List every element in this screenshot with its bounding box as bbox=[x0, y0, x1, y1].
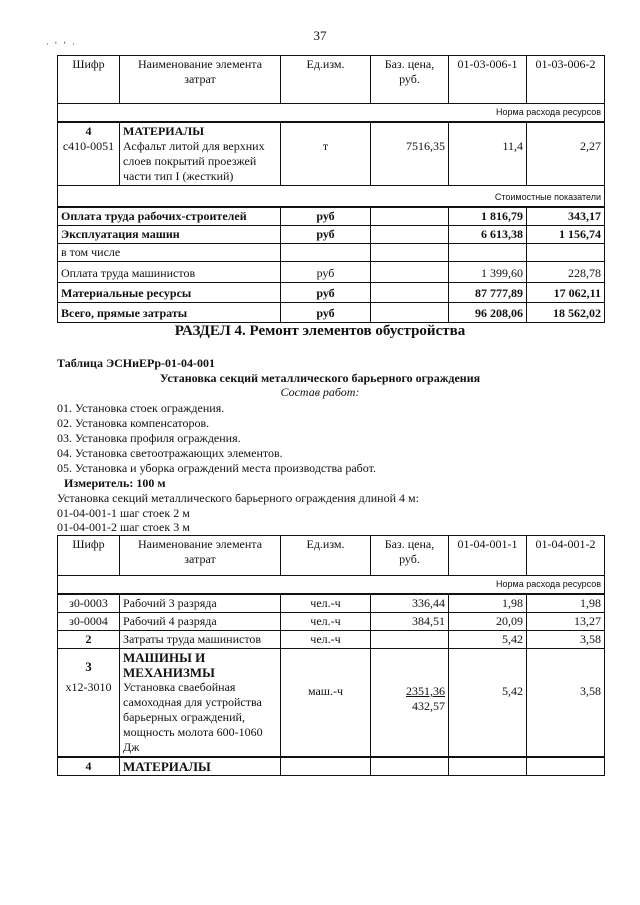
cost-value-2: 1 156,74 bbox=[527, 226, 605, 244]
row-value-2: 3,58 bbox=[527, 631, 605, 649]
cost-unit: руб bbox=[281, 303, 371, 323]
cost-name: Оплата труда машинистов bbox=[58, 262, 281, 283]
meter-label: Измеритель: 100 м bbox=[64, 476, 166, 490]
material-price: 7516,35 bbox=[406, 139, 445, 153]
row-price: 336,44 bbox=[371, 594, 449, 613]
band-cost: Стоимостные показатели bbox=[58, 186, 605, 208]
row-head: МАТЕРИАЛЫ bbox=[120, 757, 281, 776]
work-item: 01. Установка стоек ограждения. bbox=[57, 401, 225, 415]
resource-table-2 bbox=[57, 535, 605, 776]
table-row bbox=[58, 757, 605, 776]
row-name: Рабочий 4 разряда bbox=[120, 613, 281, 631]
cost-row bbox=[58, 244, 605, 262]
row-value-2: 3,58 bbox=[580, 684, 601, 698]
band-row bbox=[58, 186, 605, 208]
row-value-2: 1,98 bbox=[527, 594, 605, 613]
cost-unit: руб bbox=[281, 207, 371, 226]
cost-name: Эксплуатация машин bbox=[58, 226, 281, 244]
variant-item: 01-04-001-2 шаг стоек 3 м bbox=[57, 520, 190, 534]
row-code: з0-0004 bbox=[58, 613, 120, 631]
header-price: Баз. цена, руб. bbox=[371, 536, 449, 576]
header-code: Шифр bbox=[58, 56, 120, 104]
row-price-secondary: 432,57 bbox=[412, 699, 445, 713]
material-name: Асфальт литой для верхних слоев покрытий проезжей части тип I (жесткий) bbox=[123, 139, 265, 183]
cost-value-2: 228,78 bbox=[527, 262, 605, 283]
row-value-2: 13,27 bbox=[527, 613, 605, 631]
work-item: 04. Установка светоотражающих элементов. bbox=[57, 446, 283, 460]
row-code: х12-3010 bbox=[65, 680, 112, 694]
row-name: Установка сваебойная самоходная для устройства барьерных ограждений, мощность молота 600-1060 Дж bbox=[123, 680, 263, 754]
table-row bbox=[58, 613, 605, 631]
header-code: Шифр bbox=[58, 536, 120, 576]
row-number: 4 bbox=[58, 757, 120, 776]
header-col2: 01-03-006-2 bbox=[527, 56, 605, 104]
table-row bbox=[58, 631, 605, 649]
cost-unit: руб bbox=[281, 262, 371, 283]
meter-description: Установка секций металлического барьерного ограждения длиной 4 м: bbox=[57, 491, 419, 505]
row-unit: чел.-ч bbox=[281, 631, 371, 649]
cost-name: Всего, прямые затраты bbox=[58, 303, 281, 323]
work-item: 02. Установка компенсаторов. bbox=[57, 416, 210, 430]
row-price: 384,51 bbox=[371, 613, 449, 631]
cost-row bbox=[58, 303, 605, 323]
header-col1: 01-03-006-1 bbox=[449, 56, 527, 104]
table-row bbox=[58, 649, 605, 758]
cost-value-1 bbox=[449, 244, 527, 262]
row-value-1: 20,09 bbox=[449, 613, 527, 631]
row-name: Затраты труда машинистов bbox=[120, 631, 281, 649]
scan-marks: · ʻ ʻ · bbox=[46, 40, 77, 49]
cost-value-1: 6 613,38 bbox=[449, 226, 527, 244]
cost-value-2: 343,17 bbox=[527, 207, 605, 226]
material-value-2: 2,27 bbox=[580, 139, 601, 153]
table-row bbox=[58, 122, 605, 186]
cost-row bbox=[58, 207, 605, 226]
row-value-1: 5,42 bbox=[449, 631, 527, 649]
cost-value-1: 1 816,79 bbox=[449, 207, 527, 226]
cost-value-1: 1 399,60 bbox=[449, 262, 527, 283]
work-item: 05. Установка и уборка ограждений места производства работ. bbox=[57, 461, 376, 475]
row-number: 3 bbox=[85, 659, 92, 674]
table-subtitle: Установка секций металлического барьерного ограждения bbox=[159, 371, 481, 385]
page-number: 37 bbox=[313, 28, 327, 43]
cost-name: Оплата труда рабочих-строителей bbox=[58, 207, 281, 226]
header-name: Наименование элемента затрат bbox=[120, 56, 281, 104]
cost-value-1: 96 208,06 bbox=[449, 303, 527, 323]
cost-row bbox=[58, 283, 605, 303]
work-item: 03. Установка профиля ограждения. bbox=[57, 431, 241, 445]
cost-row bbox=[58, 262, 605, 283]
cost-unit: руб bbox=[281, 283, 371, 303]
cost-name: Материальные ресурсы bbox=[58, 283, 281, 303]
cost-value-2 bbox=[527, 244, 605, 262]
header-unit: Ед.изм. bbox=[281, 56, 371, 104]
composition-title: Состав работ: bbox=[280, 385, 360, 399]
row-name: Рабочий 3 разряда bbox=[120, 594, 281, 613]
row-unit: чел.-ч bbox=[281, 594, 371, 613]
header-price: Баз. цена, руб. bbox=[371, 56, 449, 104]
resource-table-1 bbox=[57, 55, 605, 323]
table-name: Таблица ЭСНиЕРр-01-04-001 bbox=[57, 356, 216, 370]
material-unit: т bbox=[322, 139, 329, 153]
band-row bbox=[58, 576, 605, 595]
header-unit: Ед.изм. bbox=[281, 536, 371, 576]
row-unit: чел.-ч bbox=[281, 613, 371, 631]
row-value-1: 1,98 bbox=[449, 594, 527, 613]
band-row bbox=[58, 104, 605, 123]
band-norma: Норма расхода ресурсов bbox=[58, 104, 605, 123]
cost-name: в том числе bbox=[58, 244, 281, 262]
row-number: 2 bbox=[58, 631, 120, 649]
cost-value-2: 17 062,11 bbox=[527, 283, 605, 303]
cost-unit: руб bbox=[281, 226, 371, 244]
row-code: з0-0003 bbox=[58, 594, 120, 613]
cost-value-1: 87 777,89 bbox=[449, 283, 527, 303]
header-col1: 01-04-001-1 bbox=[449, 536, 527, 576]
variant-item: 01-04-001-1 шаг стоек 2 м bbox=[57, 506, 190, 520]
row-unit: маш.-ч bbox=[307, 684, 344, 698]
band-norma: Норма расхода ресурсов bbox=[58, 576, 605, 595]
row-price-primary: 2351,36 bbox=[406, 684, 445, 698]
row-head: МАШИНЫ И МЕХАНИЗМЫ bbox=[123, 650, 215, 680]
table-row bbox=[58, 594, 605, 613]
material-head: МАТЕРИАЛЫ bbox=[123, 124, 204, 138]
material-code: с410-0051 bbox=[62, 139, 115, 153]
cost-row bbox=[58, 226, 605, 244]
section-title: РАЗДЕЛ 4. Ремонт элементов обустройства bbox=[174, 323, 466, 339]
table-header-row bbox=[58, 536, 605, 576]
material-number: 4 bbox=[85, 124, 92, 138]
header-name: Наименование элемента затрат bbox=[120, 536, 281, 576]
table-header-row bbox=[58, 56, 605, 104]
header-col2: 01-04-001-2 bbox=[527, 536, 605, 576]
material-value-1: 11,4 bbox=[502, 139, 523, 153]
cost-value-2: 18 562,02 bbox=[527, 303, 605, 323]
cost-unit bbox=[281, 244, 371, 262]
row-value-1: 5,42 bbox=[502, 684, 523, 698]
